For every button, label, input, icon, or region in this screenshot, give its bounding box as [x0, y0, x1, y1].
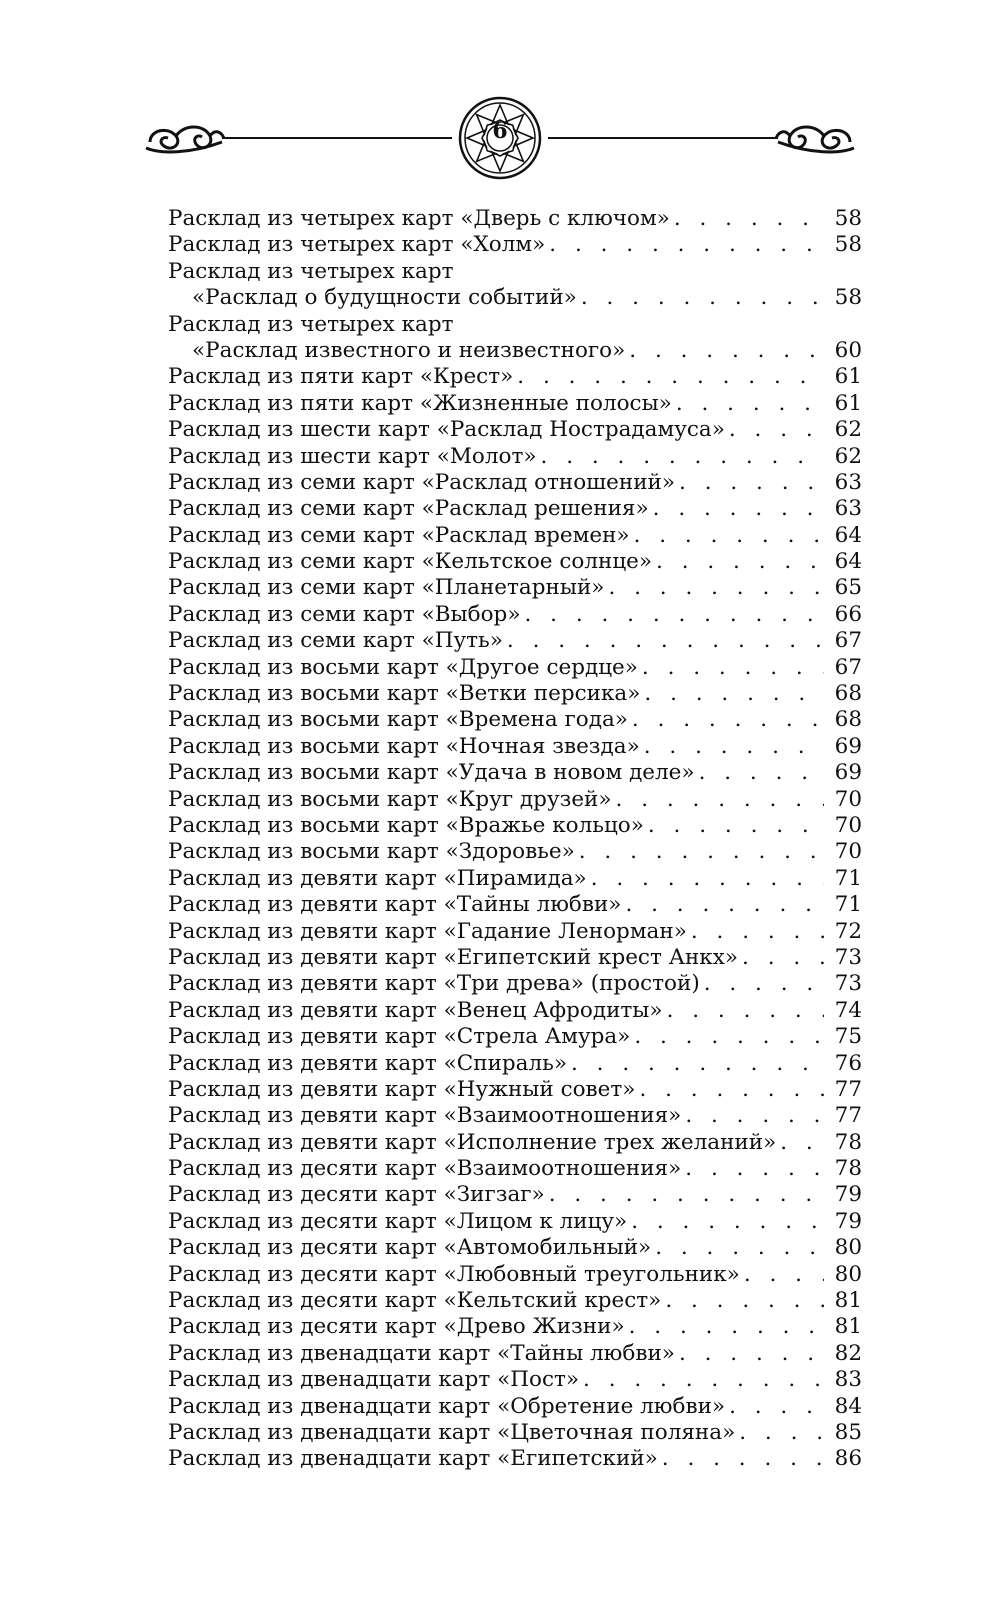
- toc-dot-leader: [627, 1209, 824, 1235]
- toc-entry-title: Расклад из девяти карт «Взаимоотношения»: [168, 1103, 682, 1129]
- toc-dot-leader: [640, 734, 824, 760]
- toc-entry-title: Расклад из десяти карт «Автомобильный»: [168, 1235, 652, 1261]
- toc-entry: [168, 1024, 862, 1050]
- toc-entry-page-number: 58: [834, 285, 862, 311]
- toc-entry: [168, 232, 862, 258]
- toc-entry-page-number: 79: [834, 1182, 862, 1208]
- toc-entry-title: Расклад из семи карт «Расклад решения»: [168, 496, 649, 522]
- toc-entry-title: Расклад из семи карт «Планетарный»: [168, 575, 605, 601]
- toc-entry: [168, 1420, 862, 1446]
- toc-dot-leader: [675, 470, 824, 496]
- toc-entry-title: Расклад из двенадцати карт «Тайны любви»: [168, 1340, 675, 1366]
- toc-entry-title: «Расклад известного и неизвестного»: [192, 337, 626, 363]
- toc-entry-page-number: 58: [834, 232, 862, 258]
- toc-dot-leader: [635, 1077, 824, 1103]
- toc-entry-page-number: 72: [834, 918, 862, 944]
- toc-dot-leader: [503, 628, 824, 654]
- toc-entry: [168, 1209, 862, 1235]
- toc-entry-title: Расклад из пяти карт «Жизненные полосы»: [168, 390, 672, 416]
- toc-entry-page-number: 85: [834, 1419, 862, 1445]
- toc-entry: [168, 655, 862, 681]
- toc-entry-page-number: 58: [834, 206, 862, 231]
- toc-entry-page-number: 73: [834, 971, 862, 997]
- toc-entry-page-number: 78: [834, 1129, 862, 1155]
- toc-entry-title: Расклад из восьми карт «Круг друзей»: [168, 786, 612, 812]
- toc-entry: [168, 575, 862, 601]
- toc-entry-page-number: 63: [834, 496, 862, 522]
- toc-dot-leader: [735, 1420, 824, 1446]
- toc-entry: [168, 364, 862, 390]
- toc-entry-page-number: 77: [834, 1103, 862, 1129]
- toc-entry: [168, 285, 862, 311]
- toc-dot-leader: [661, 1288, 824, 1314]
- toc-entry: [168, 1288, 862, 1314]
- toc-entry-page-number: 69: [834, 733, 862, 759]
- toc-entry-page-number: 61: [834, 390, 862, 416]
- toc-entry-page-number: 68: [834, 707, 862, 733]
- toc-entry-title: Расклад из десяти карт «Кельтский крест»: [168, 1288, 662, 1314]
- toc-entry-page-number: 70: [834, 786, 862, 812]
- toc-entry-title: Расклад из восьми карт «Ветки персика»: [168, 681, 641, 707]
- toc-entry-title: Расклад из четырех карт: [168, 258, 454, 284]
- toc-entry-title: Расклад из десяти карт «Взаимоотношения»: [168, 1156, 682, 1182]
- toc-entry-title: Расклад из восьми карт «Здоровье»: [168, 839, 575, 865]
- toc-entry: [168, 1446, 862, 1472]
- toc-entry-page-number: 83: [834, 1367, 862, 1393]
- toc-dot-leader: [672, 391, 824, 417]
- toc-entry: [168, 1262, 862, 1288]
- toc-dot-leader: [520, 602, 824, 628]
- toc-entry-page-number: 67: [834, 628, 862, 654]
- toc-entry-page-number: 64: [834, 549, 862, 575]
- toc-dot-leader: [725, 417, 824, 443]
- toc-entry-page-number: 62: [834, 417, 862, 443]
- toc-entry: [168, 1341, 862, 1367]
- toc-entry-page-number: 63: [834, 469, 862, 495]
- toc-entry-page-number: 71: [834, 892, 862, 918]
- toc-entry-title: Расклад из девяти карт «Три древа» (простой): [168, 971, 700, 997]
- toc-entry-title: Расклад из восьми карт «Времена года»: [168, 707, 628, 733]
- toc-dot-leader: [621, 892, 824, 918]
- toc-entry-page-number: 66: [834, 601, 862, 627]
- toc-entry: [168, 813, 862, 839]
- toc-entry-page-number: 84: [834, 1393, 862, 1419]
- toc-entry: [168, 523, 862, 549]
- toc-dot-leader: [630, 523, 824, 549]
- toc-dot-leader: [644, 813, 824, 839]
- toc-entry: [168, 1156, 862, 1182]
- toc-entry: [168, 892, 862, 918]
- toc-dot-leader: [663, 998, 824, 1024]
- toc-entry: [168, 259, 862, 285]
- toc-dot-leader: [638, 655, 824, 681]
- toc-entry: [168, 945, 862, 971]
- toc-entry-title: Расклад из семи карт «Кельтское солнце»: [168, 549, 653, 575]
- toc-dot-leader: [687, 919, 824, 945]
- toc-entry-page-number: 68: [834, 681, 862, 707]
- toc-entry-title: Расклад из девяти карт «Исполнение трех желаний»: [168, 1129, 777, 1155]
- toc-entry-title: Расклад из восьми карт «Ночная звезда»: [168, 733, 640, 759]
- toc-entry: [168, 760, 862, 786]
- toc-entry: [168, 1103, 862, 1129]
- toc-entry: [168, 971, 862, 997]
- toc-entry: [168, 866, 862, 892]
- toc-dot-leader: [612, 787, 824, 813]
- toc-entry-page-number: 60: [834, 337, 862, 363]
- toc-entry: [168, 1367, 862, 1393]
- toc-entry-page-number: 86: [834, 1446, 862, 1472]
- toc-entry-title: Расклад из двенадцати карт «Египетский»: [168, 1446, 658, 1472]
- toc-entry: [168, 998, 862, 1024]
- toc-entry-page-number: 67: [834, 654, 862, 680]
- toc-entry: [168, 734, 862, 760]
- page-number: 6: [492, 118, 508, 144]
- toc-entry-page-number: 62: [834, 443, 862, 469]
- toc-entry-title: Расклад из шести карт «Расклад Нострадамуса»: [168, 417, 725, 443]
- toc-entry-title: Расклад из девяти карт «Венец Афродиты»: [168, 997, 663, 1023]
- toc-dot-leader: [640, 681, 824, 707]
- toc-entry-title: Расклад из десяти карт «Зигзаг»: [168, 1182, 545, 1208]
- toc-entry: [168, 707, 862, 733]
- toc-entry: [168, 919, 862, 945]
- toc-entry-title: Расклад из десяти карт «Древо Жизни»: [168, 1314, 625, 1340]
- table-of-contents: [168, 206, 862, 1473]
- toc-entry: [168, 549, 862, 575]
- toc-entry-page-number: 80: [834, 1235, 862, 1261]
- toc-entry-title: Расклад из девяти карт «Гадание Ленорман»: [168, 918, 687, 944]
- toc-entry-title: «Расклад о будущности событий»: [192, 285, 577, 311]
- toc-entry-page-number: 74: [834, 997, 862, 1023]
- toc-entry: [168, 681, 862, 707]
- toc-dot-leader: [545, 1182, 824, 1208]
- toc-entry-page-number: 65: [834, 575, 862, 601]
- toc-entry-title: Расклад из шести карт «Молот»: [168, 443, 537, 469]
- toc-dot-leader: [700, 971, 824, 997]
- toc-entry-page-number: 78: [834, 1156, 862, 1182]
- toc-entry: [168, 1182, 862, 1208]
- toc-entry-page-number: 75: [834, 1024, 862, 1050]
- toc-dot-leader: [675, 1341, 824, 1367]
- toc-dot-leader: [577, 285, 824, 311]
- toc-dot-leader: [695, 760, 824, 786]
- toc-entry-title: Расклад из двенадцати карт «Цветочная поляна»: [168, 1419, 736, 1445]
- toc-entry-page-number: 80: [834, 1261, 862, 1287]
- toc-dot-leader: [579, 1367, 824, 1393]
- toc-entry-title: Расклад из девяти карт «Пирамида»: [168, 865, 587, 891]
- toc-entry: [168, 496, 862, 522]
- toc-entry-title: Расклад из девяти карт «Стрела Амура»: [168, 1024, 631, 1050]
- toc-dot-leader: [625, 1314, 824, 1340]
- toc-entry: [168, 391, 862, 417]
- toc-entry-page-number: 77: [834, 1076, 862, 1102]
- toc-entry: [168, 1235, 862, 1261]
- toc-dot-leader: [651, 1235, 824, 1261]
- toc-entry-title: Расклад из восьми карт «Другое сердце»: [168, 654, 638, 680]
- toc-entry: [168, 1314, 862, 1340]
- toc-entry-title: Расклад из десяти карт «Лицом к лицу»: [168, 1208, 628, 1234]
- toc-entry-title: Расклад из четырех карт «Холм»: [168, 232, 546, 258]
- scroll-ornament-right-icon: [776, 127, 854, 152]
- toc-entry-title: Расклад из семи карт «Выбор»: [168, 601, 521, 627]
- toc-dot-leader: [658, 1446, 824, 1472]
- toc-entry-title: Расклад из девяти карт «Спираль»: [168, 1050, 567, 1076]
- toc-dot-leader: [725, 1394, 824, 1420]
- toc-entry-title: Расклад из семи карт «Расклад отношений»: [168, 469, 676, 495]
- toc-entry-title: Расклад из четырех карт «Дверь с ключом»: [168, 206, 670, 231]
- toc-dot-leader: [630, 1024, 824, 1050]
- toc-dot-leader: [545, 232, 824, 258]
- toc-entry-page-number: 71: [834, 865, 862, 891]
- toc-entry-page-number: 76: [834, 1050, 862, 1076]
- toc-entry-page-number: 70: [834, 812, 862, 838]
- toc-dot-leader: [604, 575, 824, 601]
- toc-entry-page-number: 82: [834, 1340, 862, 1366]
- toc-dot-leader: [670, 206, 824, 232]
- toc-entry-title: Расклад из семи карт «Расклад времен»: [168, 522, 630, 548]
- toc-entry-page-number: 69: [834, 760, 862, 786]
- toc-entry: [168, 1077, 862, 1103]
- toc-entry: [168, 839, 862, 865]
- toc-dot-leader: [681, 1103, 824, 1129]
- toc-entry-title: Расклад из девяти карт «Нужный совет»: [168, 1076, 636, 1102]
- toc-entry: [168, 1394, 862, 1420]
- toc-entry: [168, 1130, 862, 1156]
- toc-dot-leader: [776, 1130, 824, 1156]
- toc-dot-leader: [513, 364, 824, 390]
- toc-entry: [168, 1051, 862, 1077]
- toc-dot-leader: [587, 866, 824, 892]
- scroll-ornament-left-icon: [146, 127, 224, 152]
- toc-entry-page-number: 81: [834, 1314, 862, 1340]
- toc-dot-leader: [740, 1262, 824, 1288]
- toc-dot-leader: [738, 945, 824, 971]
- toc-entry-title: Расклад из семи карт «Путь»: [168, 628, 503, 654]
- toc-entry: [168, 444, 862, 470]
- toc-dot-leader: [649, 496, 824, 522]
- toc-entry-title: Расклад из девяти карт «Тайны любви»: [168, 892, 622, 918]
- toc-entry-title: Расклад из девяти карт «Египетский крест Анкх»: [168, 944, 739, 970]
- toc-entry-title: Расклад из восьми карт «Удача в новом деле»: [168, 760, 695, 786]
- toc-entry-page-number: 81: [834, 1288, 862, 1314]
- toc-entry: [168, 338, 862, 364]
- toc-dot-leader: [625, 338, 824, 364]
- toc-entry: [168, 602, 862, 628]
- toc-entry-page-number: 79: [834, 1208, 862, 1234]
- toc-entry-title: Расклад из двенадцати карт «Обретение любви»: [168, 1393, 726, 1419]
- toc-entry-title: Расклад из пяти карт «Крест»: [168, 364, 514, 390]
- toc-dot-leader: [628, 707, 824, 733]
- toc-entry-title: Расклад из четырех карт: [168, 311, 454, 337]
- toc-entry-title: Расклад из восьми карт «Вражье кольцо»: [168, 812, 644, 838]
- toc-dot-leader: [537, 444, 824, 470]
- toc-entry-title: Расклад из десяти карт «Любовный треугольник»: [168, 1261, 740, 1287]
- toc-dot-leader: [652, 549, 824, 575]
- toc-entry: [168, 628, 862, 654]
- toc-dot-leader: [567, 1051, 824, 1077]
- toc-entry-title: Расклад из двенадцати карт «Пост»: [168, 1367, 580, 1393]
- toc-dot-leader: [575, 839, 824, 865]
- toc-entry-page-number: 73: [834, 944, 862, 970]
- toc-entry: [168, 206, 862, 232]
- toc-entry: [168, 470, 862, 496]
- toc-entry: [168, 417, 862, 443]
- toc-entry-page-number: 70: [834, 839, 862, 865]
- toc-dot-leader: [681, 1156, 824, 1182]
- toc-entry: [168, 312, 862, 338]
- toc-entry: [168, 787, 862, 813]
- toc-entry-page-number: 64: [834, 522, 862, 548]
- toc-entry-page-number: 61: [834, 364, 862, 390]
